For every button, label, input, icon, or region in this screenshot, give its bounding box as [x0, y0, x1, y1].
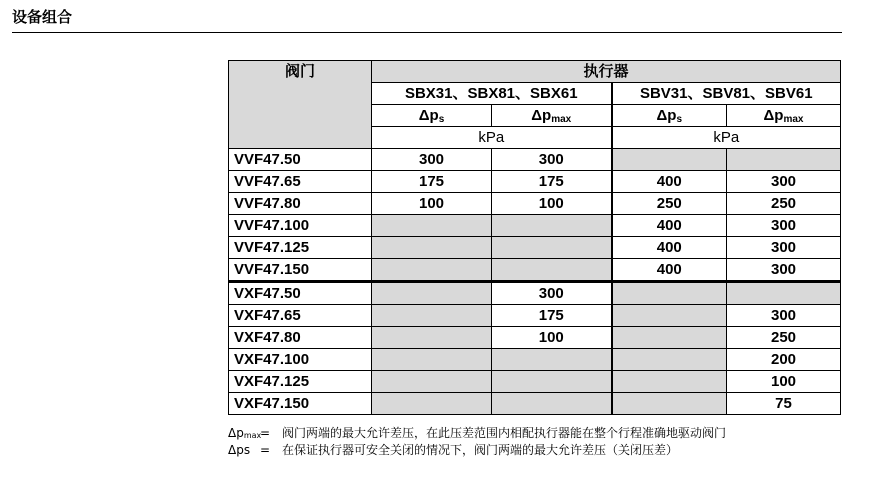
pressure-value-cell	[372, 393, 492, 415]
valve-model: VVF47.80	[229, 193, 372, 215]
pressure-value-cell: 100	[727, 371, 841, 393]
pressure-value-cell: 300	[492, 149, 612, 171]
table-row	[229, 149, 841, 171]
pressure-value-cell	[727, 149, 841, 171]
footnote-equals: =	[260, 426, 271, 440]
section-heading: 设备组合	[12, 8, 73, 26]
dps-header-1	[372, 105, 492, 127]
pressure-value-cell: 175	[492, 305, 612, 327]
pressure-value-cell: 400	[612, 237, 727, 259]
pressure-value-cell	[612, 393, 727, 415]
delta-p-symbol: Δp	[763, 107, 784, 124]
pressure-value-cell: 200	[727, 349, 841, 371]
pressure-value-cell: 400	[612, 259, 727, 282]
pressure-value-cell: 400	[612, 215, 727, 237]
dpmax-header-2	[727, 105, 841, 127]
valve-model: VXF47.65	[229, 305, 372, 327]
valve-model: VVF47.150	[229, 259, 372, 282]
footnote-dpmax	[228, 425, 726, 442]
pressure-value-cell: 75	[727, 393, 841, 415]
pressure-value-cell: 250	[727, 193, 841, 215]
delta-p-symbol: Δp	[531, 107, 552, 124]
table-row	[229, 193, 841, 215]
pressure-value-cell	[612, 149, 727, 171]
pressure-value-cell: 300	[372, 149, 492, 171]
pressure-value-cell: 300	[727, 171, 841, 193]
pressure-value-cell: 175	[492, 171, 612, 193]
pressure-value-cell	[612, 327, 727, 349]
table-row	[229, 327, 841, 349]
pressure-value-cell	[492, 215, 612, 237]
footnote-dps	[228, 442, 726, 459]
pressure-value-cell	[612, 305, 727, 327]
footnote-symbol	[228, 442, 260, 459]
table-row	[229, 237, 841, 259]
table-row	[229, 371, 841, 393]
pressure-value-cell: 300	[492, 282, 612, 305]
pressure-value-cell: 100	[492, 193, 612, 215]
actuator-group-sbx: SBX31、SBX81、SBX61	[372, 83, 612, 105]
table-row	[229, 259, 841, 282]
pressure-value-cell	[612, 282, 727, 305]
footnote-text: 阀门两端的最大允许差压，在此压差范围内相配执行器能在整个行程准确地驱动阀门	[282, 426, 727, 440]
valve-model: VXF47.150	[229, 393, 372, 415]
pressure-value-cell	[372, 215, 492, 237]
heading-divider	[12, 32, 842, 33]
pressure-value-cell: 100	[372, 193, 492, 215]
pressure-value-cell	[492, 371, 612, 393]
pressure-value-cell: 300	[727, 237, 841, 259]
subscript-max: max	[551, 114, 572, 125]
pressure-value-cell: 300	[727, 215, 841, 237]
pressure-value-cell	[492, 349, 612, 371]
valve-column-header: 阀门	[229, 61, 372, 149]
pressure-value-cell	[372, 237, 492, 259]
dpmax-header-1	[492, 105, 612, 127]
delta-p-symbol: Δp	[418, 107, 439, 124]
footnotes	[228, 425, 726, 459]
valve-model: VVF47.50	[229, 149, 372, 171]
pressure-value-cell: 300	[727, 259, 841, 282]
actuator-column-header: 执行器	[372, 61, 841, 83]
subscript-max: max	[783, 114, 804, 125]
subscript-s: s	[438, 114, 445, 125]
pressure-value-cell	[612, 349, 727, 371]
valve-model: VXF47.125	[229, 371, 372, 393]
table-row	[229, 215, 841, 237]
dps-header-2	[612, 105, 727, 127]
pressure-value-cell	[372, 327, 492, 349]
footnote-symbol-text: Δp	[228, 426, 244, 440]
pressure-value-cell: 100	[492, 327, 612, 349]
footnote-symbol-sub: max	[243, 431, 262, 440]
pressure-value-cell	[372, 349, 492, 371]
valve-model: VXF47.100	[229, 349, 372, 371]
footnote-text: 在保证执行器可安全关闭的情况下，阀门两端的最大允许差压（关闭压差）	[282, 443, 679, 457]
pressure-value-cell	[492, 393, 612, 415]
pressure-value-cell: 300	[727, 305, 841, 327]
pressure-value-cell	[612, 371, 727, 393]
actuator-group-sbv: SBV31、SBV81、SBV61	[612, 83, 841, 105]
table-row	[229, 305, 841, 327]
pressure-value-cell	[372, 259, 492, 282]
valve-model: VXF47.80	[229, 327, 372, 349]
pressure-value-cell: 400	[612, 171, 727, 193]
subscript-s: s	[676, 114, 682, 125]
footnote-equals: =	[260, 443, 271, 457]
valve-model: VVF47.100	[229, 215, 372, 237]
delta-p-symbol: Δp	[656, 107, 677, 124]
pressure-value-cell: 250	[612, 193, 727, 215]
pressure-value-cell	[372, 305, 492, 327]
pressure-value-cell: 250	[727, 327, 841, 349]
table-row	[229, 393, 841, 415]
footnote-symbol-text: Δps	[228, 443, 251, 457]
valve-model: VVF47.125	[229, 237, 372, 259]
table-row	[229, 171, 841, 193]
pressure-value-cell	[372, 371, 492, 393]
pressure-value-cell: 175	[372, 171, 492, 193]
unit-kpa-1: kPa	[372, 127, 612, 149]
table-row	[229, 349, 841, 371]
pressure-value-cell	[492, 259, 612, 282]
pressure-value-cell	[727, 282, 841, 305]
valve-model: VXF47.50	[229, 282, 372, 305]
unit-kpa-2: kPa	[612, 127, 841, 149]
pressure-value-cell	[492, 237, 612, 259]
pressure-value-cell	[372, 282, 492, 305]
device-combination-table	[228, 60, 841, 415]
table-row	[229, 282, 841, 305]
valve-model: VVF47.65	[229, 171, 372, 193]
footnote-symbol	[228, 425, 260, 442]
